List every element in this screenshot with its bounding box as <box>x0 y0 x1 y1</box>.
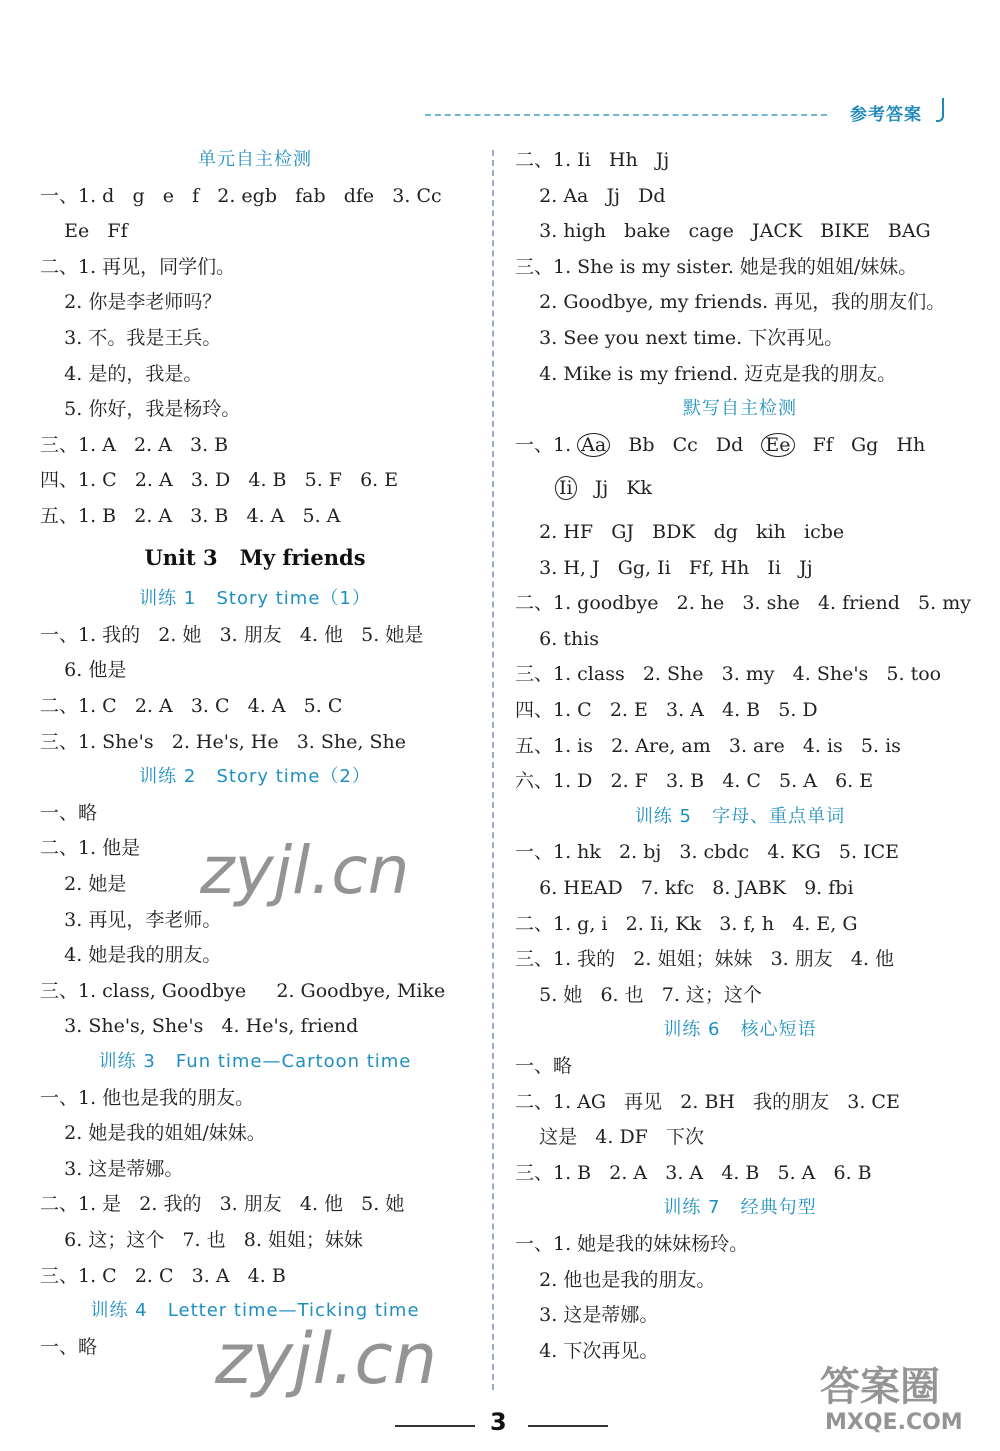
answer-line: 六、1. D 2. F 3. B 4. C 5. A 6. E <box>515 770 874 793</box>
answer-text: Jj Kk <box>576 477 653 500</box>
answer-line: 2. HF GJ BDK dg kih icbe <box>515 521 845 543</box>
column-divider <box>492 150 494 1390</box>
section-heading: 训练 3 Fun time—Cartoon time <box>98 1051 412 1072</box>
circled-letter: Ii <box>555 476 577 500</box>
answer-line: 6. 这；这个 7. 也 8. 姐姐；妹妹 <box>40 1229 363 1251</box>
answer-line: 3. 再见，李老师。 <box>40 908 222 931</box>
watermark-zyjl-2: zyjl.cn <box>215 1318 438 1400</box>
section-heading: 训练 5 字母、重点单词 <box>634 805 846 827</box>
page-number: 3 <box>490 1408 507 1436</box>
section-heading: 单元自主检测 <box>198 149 312 170</box>
watermark-mxqe: MXQE.COM <box>825 1410 963 1435</box>
answer-line: 6. 他是 <box>40 659 127 682</box>
answer-line: 二、1. C 2. A 3. C 4. A 5. C <box>40 695 343 717</box>
answer-line: 三、1. C 2. C 3. A 4. B <box>40 1264 286 1287</box>
answer-line: 6. this <box>515 627 600 650</box>
answer-line: 一、1. 她是我的妹妹杨玲。 <box>515 1233 749 1255</box>
answer-line: 5. 她 6. 也 7. 这；这个 <box>515 983 762 1006</box>
section-heading: 训练 6 核心短语 <box>663 1019 817 1041</box>
section-heading: 默写自主检测 <box>683 398 797 420</box>
answer-line: 4. 下次再见。 <box>515 1339 659 1362</box>
answer-text: 一、1. <box>515 433 578 456</box>
answer-line: 一、1. d g e f 2. egb fab dfe 3. Cc <box>40 184 442 207</box>
page-number-rule-right <box>528 1425 608 1427</box>
circled-letter: Aa <box>577 433 610 457</box>
answer-line: 二、1. 是 2. 我的 3. 朋友 4. 他 5. 她 <box>40 1193 405 1216</box>
answer-line: 3. 不。我是王兵。 <box>40 327 222 349</box>
answer-text: Ff Gg Hh <box>794 433 926 456</box>
answer-line: 三、1. She's 2. He's, He 3. She, She <box>40 730 406 753</box>
answer-line: 三、1. class, Goodbye 2. Goodbye, Mike <box>40 979 446 1002</box>
answer-line: 四、1. C 2. E 3. A 4. B 5. D <box>515 699 818 721</box>
answer-line: 2. 你是李老师吗？ <box>40 291 222 314</box>
answer-line: 2. Goodbye, my friends. 再见，我的朋友们。 <box>515 291 946 314</box>
answer-line: 二、1. g, i 2. Ii, Kk 3. f, h 4. E, G <box>515 912 858 935</box>
section-heading: 训练 2 Story time（2） <box>139 766 371 788</box>
section-heading: 训练 1 Story time（1） <box>139 588 371 610</box>
answer-line: 3. H, J Gg, Ii Ff, Hh Ii Jj <box>515 556 813 579</box>
header-tag: 参考答案 <box>850 105 922 125</box>
answer-line: 一、略 <box>515 1055 573 1077</box>
watermark-zyjl-1: zyjl.cn <box>200 832 410 909</box>
answer-line: 3. high bake cage JACK BIKE BAG <box>515 220 931 243</box>
answer-line: 一、1. 我的 2. 她 3. 朋友 4. 他 5. 她是 <box>40 623 424 646</box>
unit-title: Unit 3 My friends <box>144 544 366 570</box>
answer-line: 2. 她是 <box>40 873 127 895</box>
answer-line: 三、1. She is my sister. 她是我的姐姐/妹妹。 <box>515 255 918 278</box>
answer-line: 4. 她是我的朋友。 <box>40 944 222 967</box>
answer-line: 2. Aa Jj Dd <box>515 184 666 207</box>
answer-line: 二、1. 再见，同学们。 <box>40 255 236 278</box>
answer-line: 5. 你好，我是杨玲。 <box>40 398 241 421</box>
header-dashed-line <box>425 114 827 116</box>
answer-line: 3. See you next time. 下次再见。 <box>515 327 844 349</box>
section-heading: 训练 4 Letter time—Ticking time <box>90 1300 420 1322</box>
answer-line <box>555 476 652 500</box>
answer-line: 这是 4. DF 下次 <box>515 1126 704 1149</box>
answer-line: 6. HEAD 7. kfc 8. JABK 9. fbi <box>515 877 854 899</box>
answer-line: 2. 她是我的姐姐/妹妹。 <box>40 1122 266 1145</box>
answer-line: 五、1. B 2. A 3. B 4. A 5. A <box>40 505 341 527</box>
answer-line: 一、1. hk 2. bj 3. cbdc 4. KG 5. ICE <box>515 841 900 864</box>
section-heading: 训练 7 经典句型 <box>663 1197 817 1219</box>
answer-text: Bb Cc Dd <box>610 433 762 456</box>
answer-line: 4. Mike is my friend. 迈克是我的朋友。 <box>515 362 897 385</box>
answer-line: 一、略 <box>40 1335 98 1358</box>
answer-line: 二、1. Ii Hh Jj <box>515 149 670 171</box>
answer-line: 4. 是的，我是。 <box>40 362 203 385</box>
answer-line: 五、1. is 2. Are, am 3. are 4. is 5. is <box>515 734 901 757</box>
watermark-daan: 答案圈 <box>820 1364 940 1410</box>
answer-line <box>515 433 925 457</box>
answer-line: 一、略 <box>40 801 98 824</box>
answer-line: 一、1. 他也是我的朋友。 <box>40 1086 255 1109</box>
answer-line: 二、1. goodbye 2. he 3. she 4. friend 5. my <box>515 592 971 615</box>
answer-line: 二、1. AG 再见 2. BH 我的朋友 3. CE <box>515 1090 900 1113</box>
answer-line: Ee Ff <box>40 220 128 243</box>
answer-line: 3. 这是蒂娜。 <box>515 1304 659 1327</box>
answer-line: 三、1. A 2. A 3. B <box>40 433 229 456</box>
page-number-rule-left <box>395 1425 475 1427</box>
answer-line: 2. 他也是我的朋友。 <box>515 1268 716 1291</box>
answer-line: 三、1. class 2. She 3. my 4. She's 5. too <box>515 663 942 686</box>
answer-line: 三、1. 我的 2. 姐姐；妹妹 3. 朋友 4. 他 <box>515 948 895 971</box>
circled-letter: Ee <box>761 433 794 457</box>
answer-line: 二、1. 他是 <box>40 837 141 860</box>
header-bracket-icon <box>936 98 944 122</box>
answer-line: 三、1. B 2. A 3. A 4. B 5. A 6. B <box>515 1161 872 1184</box>
answer-line: 3. She's, She's 4. He's, friend <box>40 1015 359 1038</box>
answer-line: 四、1. C 2. A 3. D 4. B 5. F 6. E <box>40 469 399 492</box>
answer-line: 3. 这是蒂娜。 <box>40 1157 184 1180</box>
